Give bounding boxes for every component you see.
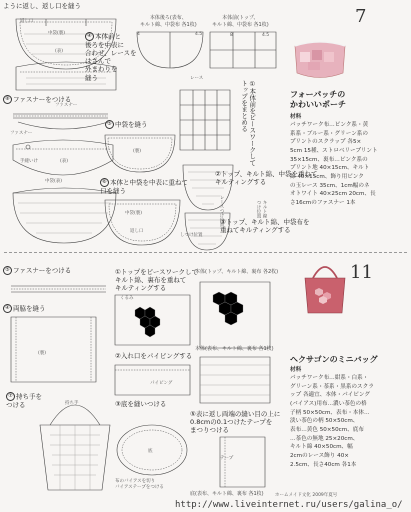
label-wrap: くるみ bbox=[120, 296, 134, 301]
patchwork-grid-diagram bbox=[175, 85, 235, 155]
step-sew-sides: ④ 両脇を縫う bbox=[3, 304, 46, 313]
step-piping: ②入れ口をパイピングする bbox=[115, 352, 193, 360]
step-piecework: ①トップをピースワークして キルト綿、裏布を重ねて キルティングする bbox=[115, 268, 199, 293]
body-piece-pattern bbox=[198, 355, 273, 405]
label-tape: テープ bbox=[220, 456, 234, 461]
dim-a-2: 4.5 bbox=[195, 32, 203, 37]
label-hand-sew: 手縫いけ bbox=[20, 159, 38, 164]
label-return-opening: 返し口 bbox=[20, 19, 34, 24]
piece-bottom-label: 底(表布、キルト綿、裏布 各1枚) bbox=[190, 491, 264, 497]
label-piping: パイピング bbox=[150, 381, 173, 386]
step-bottom-zipper: ⑤ ファスナーをつける bbox=[3, 266, 71, 275]
project-7-materials-heading: 材料 bbox=[290, 114, 302, 120]
step-attach-bottom: ③底を縫いつける bbox=[115, 400, 167, 408]
dim-b-1: 4.5 bbox=[262, 33, 270, 38]
step-patchwork-top: ①本体前をピースワークして トップをまとめる bbox=[240, 80, 257, 166]
piece-front-label: 本体前(トップ、 キルト綿、中袋布 各1枚) bbox=[212, 15, 269, 28]
footer-credit: ホームメイド文化 2009年夏号 bbox=[275, 493, 338, 498]
label-zipper-a: ファスナー bbox=[55, 103, 78, 108]
bottom-attach-diagram bbox=[110, 410, 195, 480]
project-11-materials-heading: 材料 bbox=[290, 367, 302, 373]
project-7-materials: パッチワーク布…ピンク系・黄 系系・ブルー系・グリーン系の プリントのスクラップ 各5× 5cm 15種、ストロベリープリント 35×15cm、裏布…ピンク系の プリント地 40×15cm、キルト 綿 40×15cm、飾り用ビンク の玉レース 35cm、1cm幅のネ オトワイト 40×25cm 20cm、長 さ16cmのファスナー 1本 bbox=[290, 122, 378, 206]
bag-photo-illustration bbox=[295, 258, 355, 318]
bag-with-handle-diagram bbox=[30, 395, 120, 495]
step-quilting-2: ③トップ、キルト綿、中袋布を 重ねてキルティングする bbox=[220, 218, 310, 235]
label-lace-position: レースつけ位置 bbox=[219, 195, 224, 227]
step-quilting: ②トップ、キルト綿、中袋を重ねて キルティングする bbox=[215, 170, 318, 187]
pouch-photo-illustration bbox=[290, 38, 350, 83]
label-front-side: (表) bbox=[55, 49, 64, 54]
project-11-materials: パッチワーク布…紺系・白系・ グリーン系・茶系・黒系のスクラ ップ 各適宜、本体・パイピング (バイアス)用布…濃い茶色の格 子柄 50×50cm、表布・本体… 淡い茶色の柄 50×50cm、 表布…黄色 50×50cm、底布 …茶色の無地 25×20cm、 キルト綿 40×50cm、幅 2cmのレース飾り 40× 2.5cm、長さ40cm 各1本 bbox=[290, 375, 374, 468]
step-attach-handle: ⑦ 持ち手を つける bbox=[6, 392, 42, 409]
quilting-diagram bbox=[178, 160, 238, 215]
label-bias-tape: 布のバイアスを切り バイアステープをつける bbox=[115, 479, 164, 490]
dim-b-0: 8 bbox=[230, 33, 233, 38]
top-piece-pattern bbox=[198, 280, 273, 350]
project-number-11: 11 bbox=[350, 262, 373, 283]
piece-body-label: 本体(表布、キルト綿、裏布 各1枚) bbox=[195, 346, 274, 352]
label-front-b: (表) bbox=[60, 159, 69, 164]
label-handle: 持ち手 bbox=[65, 401, 79, 406]
label-inner-back-c: 中袋(裏) bbox=[125, 211, 143, 216]
step-number-6: ⑥ bbox=[100, 178, 109, 187]
project-11-title: ヘクサゴンのミニバッグ bbox=[290, 355, 378, 364]
label-back-c: (裏) bbox=[133, 149, 142, 154]
label-back-d: (裏) bbox=[38, 351, 47, 356]
step-4-sew-outside: ④ 本体前と 後ろを中表に 合わせ、レースを はさんで 外まわりを 縫う bbox=[85, 32, 137, 82]
tape-attach-diagram bbox=[215, 432, 270, 492]
label-quilt-line: キルト線 つけ位置 bbox=[256, 200, 267, 218]
label-basting: しつけ位置 bbox=[180, 233, 203, 238]
sew-sides-diagram bbox=[6, 312, 101, 387]
step-sew-tape: ⑤表に返し両端の縫い目の上に 0.8cmの0.1つけたテープを まつりつける bbox=[190, 410, 281, 435]
project-number-7: 7 bbox=[355, 6, 367, 27]
step-attach-zipper: ⑧ ファスナーをつける bbox=[3, 95, 71, 104]
piece-top-label: 本体(トップ、キルト綿、裏布 各2枚) bbox=[195, 269, 279, 275]
step-number-b3: ⑦ bbox=[6, 392, 15, 401]
step-number-3: ⑧ bbox=[3, 95, 12, 104]
label-inner-bag-back: 中袋(裏) bbox=[48, 31, 66, 36]
label-return-c: 返し口 bbox=[130, 229, 144, 234]
step-turn-and-close: ように返し、返し口を縫う bbox=[3, 2, 81, 10]
section-divider bbox=[4, 252, 407, 253]
dim-a-0: 4 bbox=[137, 32, 140, 37]
label-inner-front: 中袋(表) bbox=[45, 179, 63, 184]
inner-bag-opening-diagram bbox=[100, 195, 185, 250]
step-number-b2: ④ bbox=[3, 304, 12, 313]
step-number-5: ⑤ bbox=[105, 120, 114, 129]
step-5-sew-lining: ⑤ 中袋を縫う bbox=[105, 120, 148, 129]
project-7-title: フォーパッチの かわいいポーチ bbox=[290, 90, 346, 110]
label-bottom: 底 bbox=[148, 449, 153, 454]
step-number-4: ④ bbox=[85, 32, 94, 41]
label-zipper-b: ファスナー bbox=[10, 131, 33, 136]
step-number-b1: ⑤ bbox=[3, 266, 12, 275]
piece-back-label: 本体後ろ(表布、 キルト綿、中袋布 各1枚) bbox=[140, 15, 197, 28]
label-lace-b: レース bbox=[190, 76, 204, 81]
footer-url[interactable]: http://www.liveinternet.ru/users/galina_o/ bbox=[175, 500, 403, 510]
step-6-sew-opening: ⑥ 本体と中袋を中表に重ねて 口を縫う bbox=[100, 178, 188, 195]
